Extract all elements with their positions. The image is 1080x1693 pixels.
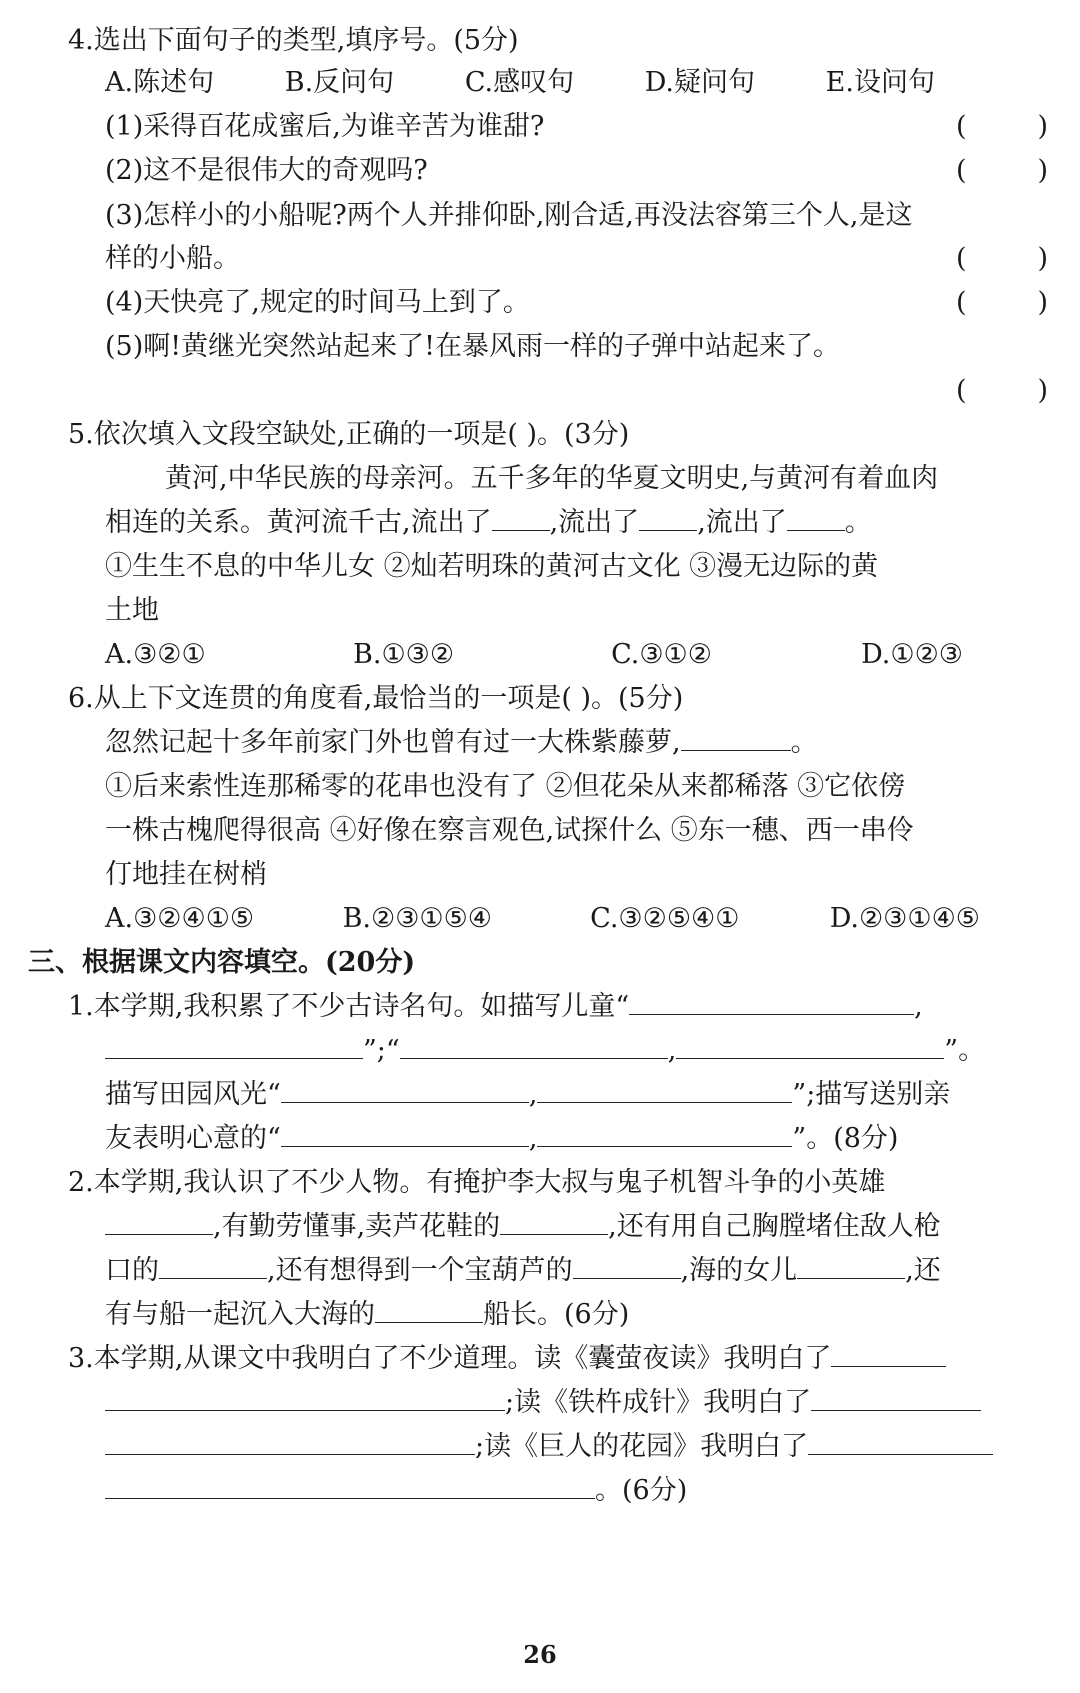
q4-answer-paren-4[interactable]: ( ) (956, 287, 1048, 318)
q4-item-2: (2)这不是很伟大的奇观吗? (105, 155, 428, 186)
s2-blank-5[interactable] (797, 1252, 905, 1279)
q6-sentence: 忽然记起十多年前家门外也曾有过一大株紫藤萝, 。 (105, 724, 818, 762)
q4-option-c: C.感叹句 (464, 67, 575, 98)
q4-options (105, 64, 935, 102)
q4-option-e: E.设问句 (825, 67, 935, 98)
q5-option-c[interactable]: C.③①② (611, 639, 712, 670)
s3-blank-1[interactable] (831, 1340, 946, 1367)
q6-choices-line2: 一株古槐爬得很高 ④好像在察言观色,试探什么 ⑤东一穗、西一串伶 (105, 815, 914, 846)
q5-paragraph-line2: 相连的关系。黄河流千古,流出了 ,流出了 ,流出了 。 (105, 504, 872, 542)
q4-item-4: (4)天快亮了,规定的时间马上到了。 (105, 287, 530, 318)
q5-option-a[interactable]: A.③②① (105, 639, 206, 670)
q4-option-a: A.陈述句 (105, 67, 215, 98)
s1-blank-4[interactable] (676, 1032, 944, 1059)
page-number: 26 (523, 1640, 557, 1669)
s1-line2: ”;“ , ”。 (105, 1032, 985, 1070)
q5-blank-2[interactable] (639, 504, 697, 531)
s2-blank-1[interactable] (105, 1208, 213, 1235)
s3-blank-2[interactable] (105, 1384, 505, 1411)
s3-blank-6[interactable] (105, 1472, 595, 1499)
q5-option-d[interactable]: D.①②③ (861, 639, 963, 670)
s1-blank-2[interactable] (105, 1032, 363, 1059)
q6-choices-line3: 仃地挂在树梢 (105, 859, 267, 890)
s3-line1: 3.本学期,从课文中我明白了不少道理。读《囊萤夜读》我明白了 (68, 1340, 946, 1378)
q5-title: 5.依次填入文段空缺处,正确的一项是( )。(3分) (68, 419, 630, 450)
q5-blank-1[interactable] (492, 504, 550, 531)
q5-paragraph-line1: 黄河,中华民族的母亲河。五千多年的华夏文明史,与黄河有着血肉 (165, 463, 939, 494)
q4-answer-paren-1[interactable]: ( ) (956, 111, 1048, 142)
q4-option-d: D.疑问句 (644, 67, 756, 98)
q6-title: 6.从上下文连贯的角度看,最恰当的一项是( )。(5分) (68, 683, 684, 714)
q4-item-5: (5)啊!黄继光突然站起来了!在暴风雨一样的子弹中站起来了。 (105, 331, 840, 362)
q6-choices-line1: ①后来索性连那稀零的花串也没有了 ②但花朵从来都稀落 ③它依傍 (105, 771, 906, 802)
q6-option-d[interactable]: D.②③①④⑤ (829, 903, 980, 934)
q4-answer-paren-2[interactable]: ( ) (956, 155, 1048, 186)
q4-option-b: B.反问句 (284, 67, 395, 98)
s3-line3: ;读《巨人的花园》我明白了 (105, 1428, 993, 1466)
q5-blank-3[interactable] (787, 504, 845, 531)
q6-option-c[interactable]: C.③②⑤④① (590, 903, 740, 934)
s3-line4: 。(6分) (105, 1472, 687, 1510)
q4-item-1: (1)采得百花成蜜后,为谁辛苦为谁甜? (105, 111, 545, 142)
s2-blank-2[interactable] (500, 1208, 608, 1235)
s1-blank-5[interactable] (281, 1076, 529, 1103)
section3-title: 三、根据课文内容填空。(20分) (28, 947, 416, 978)
s3-blank-5[interactable] (808, 1428, 993, 1455)
s1-line3: 描写田园风光“ , ”;描写送别亲 (105, 1076, 950, 1114)
q6-options (105, 900, 980, 938)
s3-line2: ;读《铁杵成针》我明白了 (105, 1384, 981, 1422)
q5-choices-line1: ①生生不息的中华儿女 ②灿若明珠的黄河古文化 ③漫无边际的黄 (105, 551, 879, 582)
q4-answer-paren-5[interactable]: ( ) (956, 375, 1048, 406)
q4-answer-paren-3[interactable]: ( ) (956, 243, 1048, 274)
q6-option-b[interactable]: B.②③①⑤④ (342, 903, 493, 934)
q5-choices-line2: 土地 (105, 595, 159, 626)
s2-line4: 有与船一起沉入大海的 船长。(6分) (105, 1296, 629, 1334)
s3-blank-4[interactable] (105, 1428, 475, 1455)
s1-blank-7[interactable] (281, 1120, 529, 1147)
s3-blank-3[interactable] (811, 1384, 981, 1411)
q5-options (105, 636, 963, 674)
q5-option-b[interactable]: B.①③② (353, 639, 455, 670)
s1-blank-8[interactable] (537, 1120, 792, 1147)
s2-line2: ,有勤劳懂事,卖芦花鞋的 ,还有用自己胸膛堵住敌人枪 (105, 1208, 941, 1246)
q6-blank[interactable] (681, 724, 791, 751)
s2-line3: 口的 ,还有想得到一个宝葫芦的 ,海的女儿 ,还 (105, 1252, 941, 1290)
q4-title: 4.选出下面句子的类型,填序号。(5分) (68, 25, 519, 56)
s1-blank-6[interactable] (537, 1076, 792, 1103)
s1-line4: 友表明心意的“ , ”。(8分) (105, 1120, 898, 1158)
s1-blank-3[interactable] (400, 1032, 668, 1059)
q6-option-a[interactable]: A.③②④①⑤ (105, 903, 255, 934)
q4-item-3: (3)怎样小的小船呢?两个人并排仰卧,刚合适,再没法容第三个人,是这 (105, 200, 913, 231)
s2-blank-3[interactable] (159, 1252, 267, 1279)
q4-item-3-cont: 样的小船。 (105, 243, 240, 274)
s2-blank-6[interactable] (375, 1296, 483, 1323)
s2-line1: 2.本学期,我认识了不少人物。有掩护李大叔与鬼子机智斗争的小英雄 (68, 1167, 886, 1198)
s1-blank-1[interactable] (629, 988, 914, 1015)
s2-blank-4[interactable] (573, 1252, 681, 1279)
s1-line1: 1.本学期,我积累了不少古诗名句。如描写儿童“ , (68, 988, 923, 1026)
